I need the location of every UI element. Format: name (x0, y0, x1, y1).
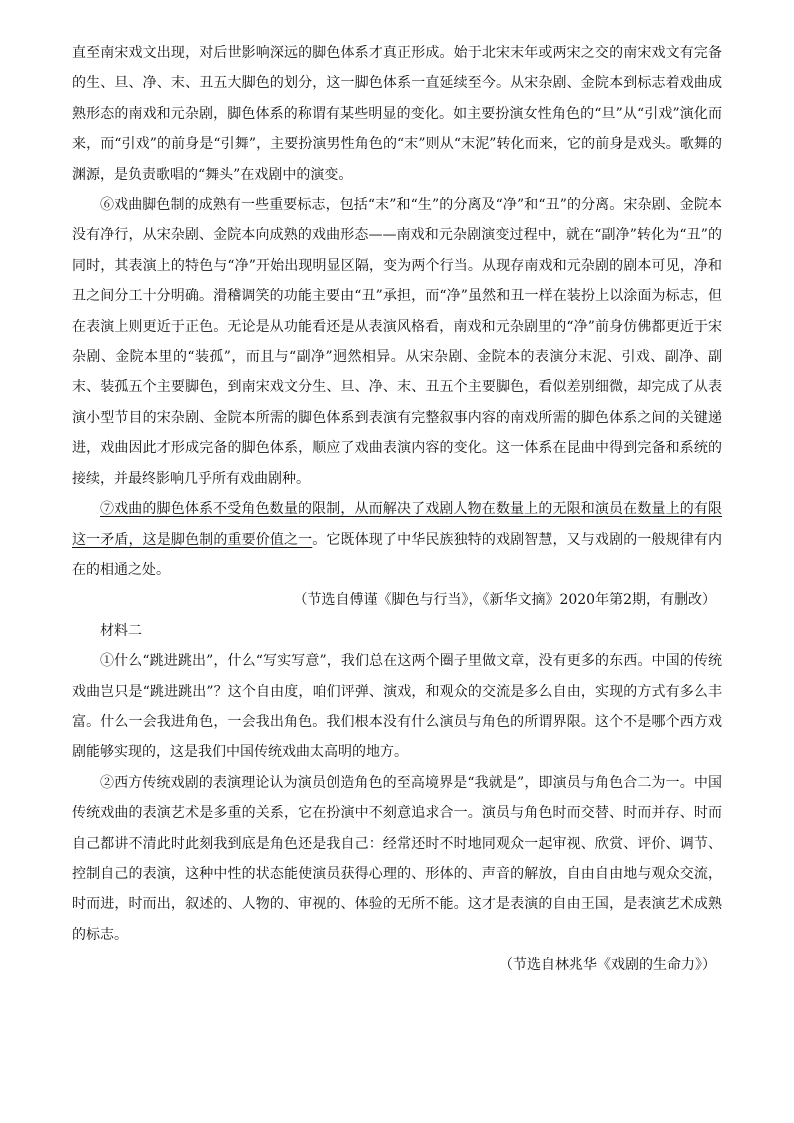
paragraph-m2-2: ②西方传统戏剧的表演理论认为演员创造角色的至高境界是“我就是”，即演员与角色合二为一。中国传统戏曲的表演艺术是多重的关系，它在扮演中不刻意追求合一。演员与角色时而交替、时而并存、时而自己都讲不清此时此刻我到底是角色还是我自己：经常还时不时地同观众一起审视、欣赏、评价、调节、控制自己的表演，这种中性的状态能使演员获得心理的、形体的、声音的解放，自由自由地与观众交流，时而进，时而出，叙述的、人物的、审视的、体验的无所不能。这才是表演的自由王国，是表演艺术成熟的标志。 (72, 774, 722, 943)
underlined-sentence: ⑦戏曲的脚色体系不受角色数量的限制，从而解决了戏剧人物在数量上的无限和演员在数量上的有限这一矛盾，这是脚色制的重要价值之一 (72, 501, 722, 548)
section-heading-material2: 材料二 (100, 622, 142, 639)
paragraph-7-rest: 。它既体现了中华民族独特的戏剧智慧，又与戏剧的一般规律有内在的相通之处。 (72, 531, 722, 578)
source-citation-1: （节选自傅谨《脚色与行当》，《新华文摘》2020年第2期，有删改） (293, 592, 716, 609)
paragraph-m2-1: ①什么“跳进跳出”，什么“写实写意”，我们总在这两个圈子里做文章，没有更多的东西。中国的传统戏曲岂只是“跳进跳出”？这个自由度，咱们评弹、演戏，和观众的交流是多么自由，实现的方式有多么丰富。什么一会我进角色，一会我出角色。我们根本没有什么演员与角色的所谓界限。这个不是哪个西方戏剧能够实现的，这是我们中国传统戏曲太高明的地方。 (72, 653, 722, 761)
paragraph-6: ⑥戏曲脚色制的成熟有一些重要标志，包括“末”和“生”的分离及“净”和“丑”的分离。宋杂剧、金院本没有净行，从宋杂剧、金院本向成熟的戏曲形态——南戏和元杂剧演变过程中，就在“副净”转化为“丑”的同时，其表演上的特色与“净”开始出现明显区隔，变为两个行当。从现存南戏和元杂剧的剧本可见，净和丑之间分工十分明确。滑稽调笑的功能主要由“丑”承担，而“净”虽然和丑一样在装扮上以涂面为标志，但在表演上则更近于正色。无论是从功能看还是从表演风格看，南戏和元杂剧里的“净”前身仿佛都更近于宋杂剧、金院本里的“装孤”，而且与“副净”迥然相异。从宋杂剧、金院本的表演分末泥、引戏、副净、副末、装孤五个主要脚色，到南宋戏文分生、旦、净、末、丑五个主要脚色，看似差别细微，却完成了从表演小型节目的宋杂剧、金院本所需的脚色体系到表演有完整叙事内容的南戏所需的脚色体系之间的关键递进，戏曲因此才形成完备的脚色体系，顺应了戏曲表演内容的变化。这一体系在昆曲中得到完备和系统的接续，并最终影响几乎所有戏曲剧种。 (72, 197, 722, 487)
document-page (72, 38, 722, 981)
paragraph-intro: 直至南宋戏文出现，对后世影响深远的脚色体系才真正形成。始于北宋末年或两宋之交的南宋戏文有完备的生、旦、净、末、丑五大脚色的划分，这一脚色体系一直延续至今。从宋杂剧、金院本到标志着戏曲成熟形态的南戏和元杂剧，脚色体系的称谓有某些明显的变化。如主要扮演女性角色的“旦”从“引戏”演化而来，而“引戏”的前身是“引舞”，主要扮演男性角色的“末”则从“末泥”转化而来，它的前身是戏头。歌舞的渊源，是负责歌唱的“舞头”在戏剧中的演变。 (72, 45, 722, 183)
source-citation-2: （节选自林兆华《戏剧的生命力》） (499, 957, 716, 974)
paragraph-7 (72, 494, 722, 585)
